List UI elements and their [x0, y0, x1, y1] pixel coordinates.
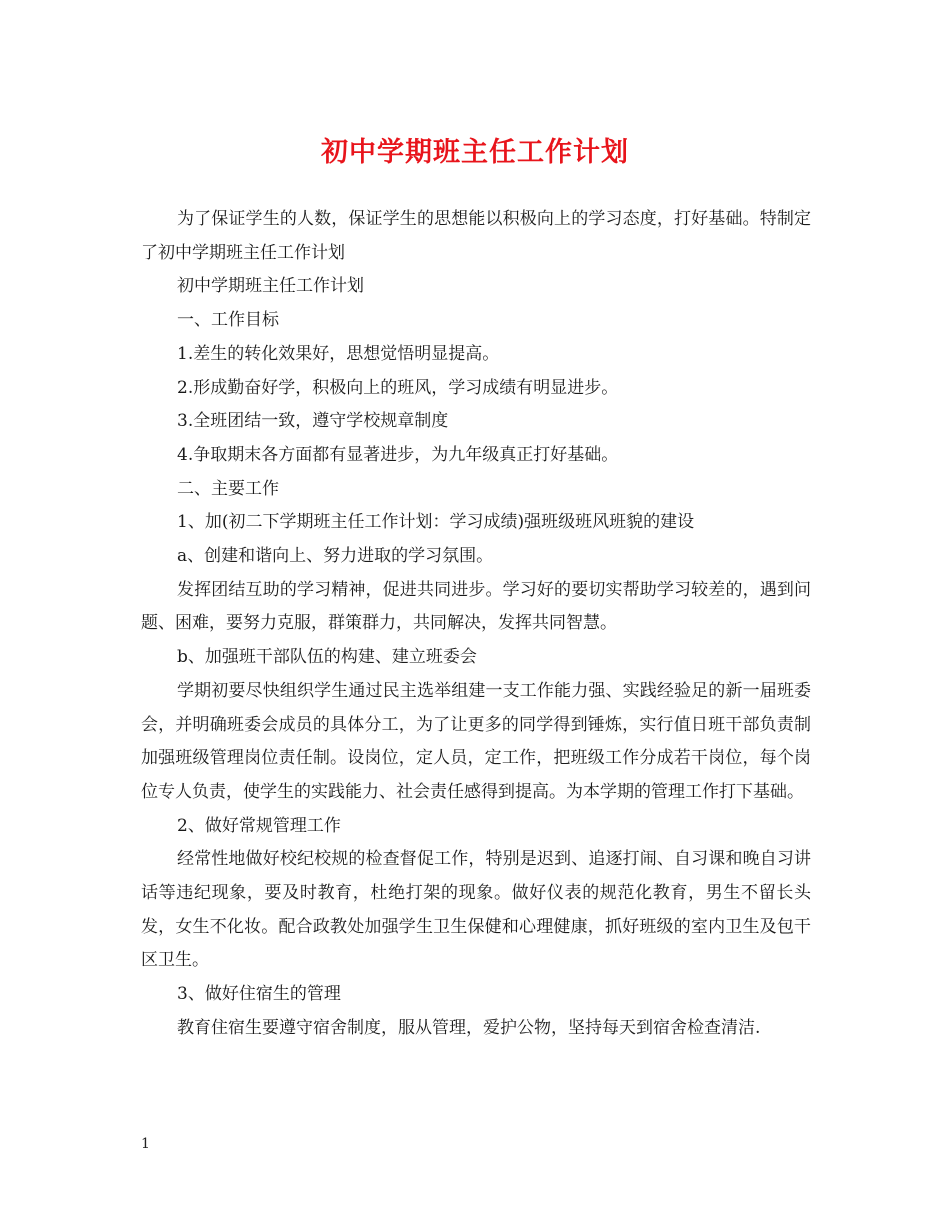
paragraph-subtitle: 初中学期班主任工作计划 — [177, 276, 364, 297]
paragraph-mutual-help: 发挥团结互助的学习精神，促进共同进步。学习好的要切实帮助学习较差的，遇到问题、困难，要努力克服，群策群力，共同解决，发挥共同智慧。 — [141, 579, 811, 634]
subheading-class-committee: b、加强班干部队伍的构建、建立班委会 — [177, 647, 477, 668]
paragraph-boarders: 教育住宿生要遵守宿舍制度，服从管理，爱护公物，坚持每天到宿舍检查清洁. — [177, 1017, 761, 1038]
subheading-routine-management: 2、做好常规管理工作 — [177, 815, 341, 836]
list-item-goal-1: 1.差生的转化效果好，思想觉悟明显提高。 — [177, 343, 500, 364]
section-heading-goals: 一、工作目标 — [177, 310, 279, 331]
subheading-class-style: 1、加(初二下学期班主任工作计划：学习成绩)强班级班风班貌的建设 — [177, 512, 695, 533]
paragraph-class-committee: 学期初要尽快组织学生通过民主选举组建一支工作能力强、实践经验足的新一届班委会，并明确班委会成员的具体分工，为了让更多的同学得到锤炼，实行值日班干部负责制加强班级管理岗位责任制。设岗位，定人员，定工作，把班级工作分成若干岗位，每个岗位专人负责，使学生的实践能力、社会责任感得到提高。为本学期的管理工作打下基础。 — [141, 680, 811, 802]
paragraph-intro: 为了保证学生的人数，保证学生的思想能以积极向上的学习态度，打好基础。特制定了初中学期班主任工作计划 — [141, 209, 811, 263]
document-body — [141, 203, 811, 1046]
list-item-goal-3: 3.全班团结一致，遵守学校规章制度 — [177, 411, 449, 432]
section-heading-main-work: 二、主要工作 — [177, 478, 279, 499]
list-item-goal-2: 2.形成勤奋好学，积极向上的班风，学习成绩有明显进步。 — [177, 377, 619, 398]
document-title: 初中学期班主任工作计划 — [321, 137, 629, 168]
subheading-atmosphere: a、创建和谐向上、努力进取的学习氛围。 — [177, 546, 494, 567]
subheading-boarders: 3、做好住宿生的管理 — [177, 984, 341, 1005]
paragraph-routine-management: 经常性地做好校纪校规的检查督促工作，特别是迟到、追逐打闹、自习课和晚自习讲话等违纪现象，要及时教育，杜绝打架的现象。做好仪表的规范化教育，男生不留长头发，女生不化妆。配合政教处加强学生卫生保健和心理健康，抓好班级的室内卫生及包干区卫生。 — [141, 849, 811, 971]
page-number: 1 — [141, 1136, 150, 1152]
list-item-goal-4: 4.争取期末各方面都有显著进步，为九年级真正打好基础。 — [177, 444, 619, 465]
